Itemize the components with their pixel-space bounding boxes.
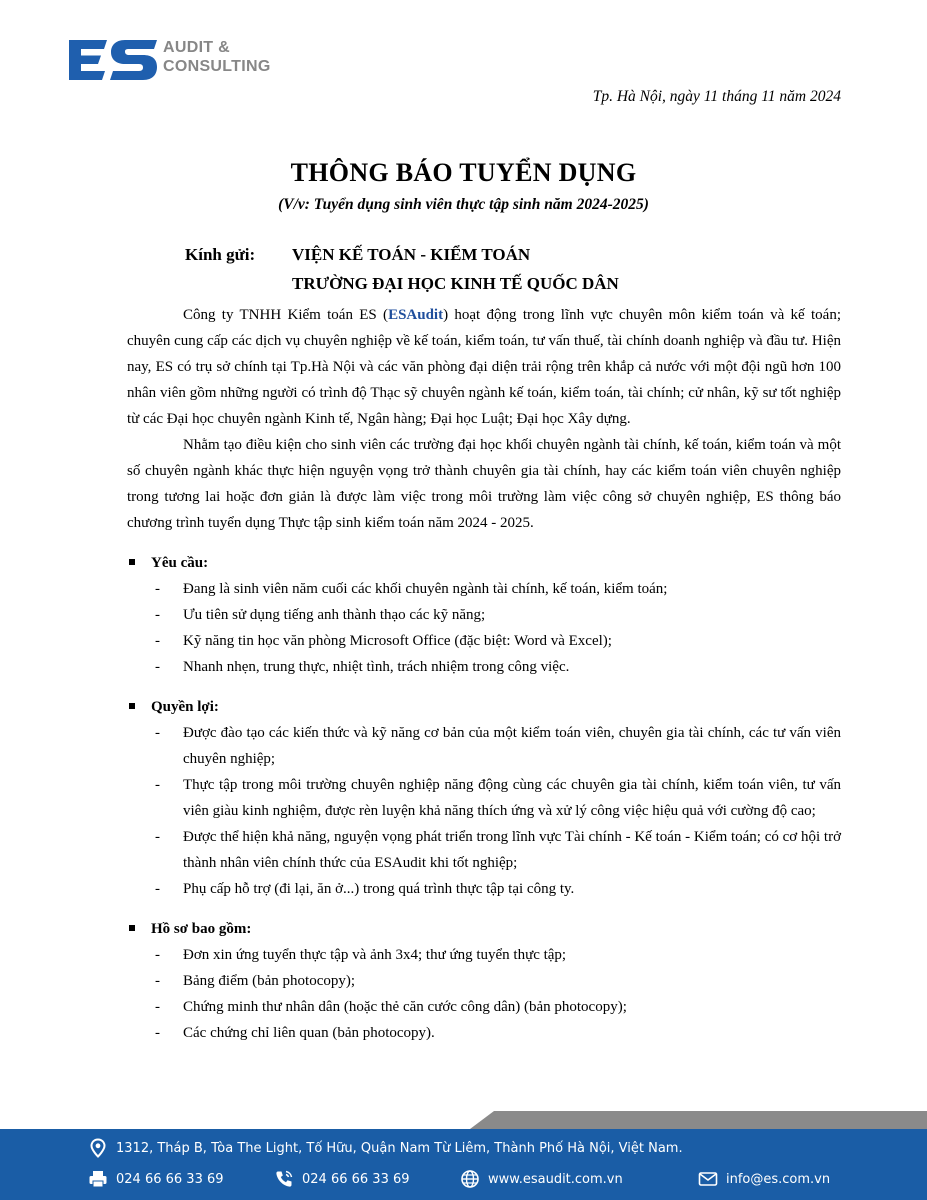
globe-icon bbox=[460, 1169, 480, 1189]
list-item-text: Thực tập trong môi trường chuyên nghiệp năng động cùng các chuyên gia tài chính, kiểm toán viên, tư vấn viên giàu kinh nghiệm, được rèn luyện khả năng thích ứng và xử lý công việc hiệu quả với cường độ cao; bbox=[183, 777, 841, 819]
list-item bbox=[127, 720, 841, 772]
document-date: Tp. Hà Nội, ngày 11 tháng 11 năm 2024 bbox=[592, 88, 841, 105]
list-item-text: Được thể hiện khả năng, nguyện vọng phát triển trong lĩnh vực Tài chính - Kế toán - Kiểm toán; có cơ hội trở thành nhân viên chính thức của ESAudit khi tốt nghiệp; bbox=[183, 829, 841, 871]
dash-icon: - bbox=[155, 829, 160, 845]
document-subtitle: (V/v: Tuyển dụng sinh viên thực tập sinh năm 2024-2025) bbox=[278, 196, 649, 213]
list-item bbox=[127, 1020, 841, 1046]
list-item bbox=[127, 968, 841, 994]
list-item bbox=[127, 942, 841, 968]
footer-address: 1312, Tháp B, Tòa The Light, Tố Hữu, Quận Nam Từ Liêm, Thành Phố Hà Nội, Việt Nam. bbox=[116, 1140, 683, 1156]
square-bullet-icon bbox=[129, 559, 135, 565]
page-footer bbox=[0, 1111, 927, 1200]
intro-paragraph-2: Nhằm tạo điều kiện cho sinh viên các trường đại học khối chuyên ngành tài chính, kế toán, kiểm toán và một số chuyên ngành khác thực hiện nguyện vọng trở thành chuyên gia tài chính, hay các kiểm toán viên chuyên nghiệp trong tương lai hoặc đơn giản là được làm việc trong môi trường làm việc công sở chuyên nghiệp, ES thông báo chương trình tuyển dụng Thực tập sinh kiểm toán năm 2024 - 2025. bbox=[127, 437, 841, 531]
dash-icon: - bbox=[155, 777, 160, 793]
square-bullet-icon bbox=[129, 925, 135, 931]
section-documents bbox=[127, 916, 841, 1046]
section-benefits bbox=[127, 694, 841, 902]
section-requirements bbox=[127, 550, 841, 680]
dash-icon: - bbox=[155, 581, 160, 597]
section-title bbox=[127, 694, 841, 720]
intro-paragraph-1 bbox=[127, 302, 841, 432]
list-item-text: Bảng điểm (bản photocopy); bbox=[183, 973, 356, 989]
section-title-text: Quyền lợi: bbox=[151, 699, 219, 715]
footer-phone: 024 66 66 33 69 bbox=[302, 1171, 410, 1187]
section-title-text: Yêu cầu: bbox=[151, 555, 209, 571]
fax-printer-icon bbox=[88, 1169, 108, 1189]
intro-text-end: ) hoạt động trong lĩnh vực chuyên môn kiểm toán và kế toán; chuyên cung cấp các dịch vụ chuyên nghiệp về kế toán, kiểm toán, tư vấn thuế, tài chính doanh nghiệp và đầu tư. Hiện nay, ES có trụ sở chính tại Tp.Hà Nội và các văn phòng đại diện trải rộng trên khắp cả nước với một đội ngũ hơn 100 nhân viên gồm những người có trình độ Thạc sỹ chuyên ngành kế toán, kiểm toán, tài chính; cử nhân, kỹ sư tốt nghiệp từ các Đại học chuyên ngành Kinh tế, Ngân hàng; Đại học Luật; Đại học Xây dựng. bbox=[127, 307, 841, 427]
dash-icon: - bbox=[155, 973, 160, 989]
logo-line-2: CONSULTING bbox=[163, 58, 271, 75]
phone-icon bbox=[274, 1169, 294, 1189]
location-pin-icon bbox=[88, 1138, 108, 1158]
list-item-text: Các chứng chỉ liên quan (bản photocopy). bbox=[183, 1025, 435, 1041]
list-item-text: Kỹ năng tin học văn phòng Microsoft Office (đặc biệt: Word và Excel); bbox=[183, 633, 612, 649]
list-item-text: Ưu tiên sử dụng tiếng anh thành thạo các kỹ năng; bbox=[183, 607, 486, 623]
intro-text-start: Công ty TNHH Kiểm toán ES ( bbox=[183, 307, 389, 323]
logo-line-1: AUDIT & bbox=[163, 39, 230, 56]
section-title-text: Hồ sơ bao gồm: bbox=[151, 921, 252, 937]
list-item-text: Chứng minh thư nhân dân (hoặc thẻ căn cước công dân) (bản photocopy); bbox=[183, 999, 627, 1015]
dash-icon: - bbox=[155, 725, 160, 741]
dash-icon: - bbox=[155, 659, 160, 675]
dash-icon: - bbox=[155, 947, 160, 963]
section-title bbox=[127, 916, 841, 942]
recipient-label: Kính gửi: bbox=[185, 245, 256, 264]
dash-icon: - bbox=[155, 633, 160, 649]
brand-name: ESAudit bbox=[388, 307, 444, 323]
footer-fax: 024 66 66 33 69 bbox=[116, 1171, 224, 1187]
document-body bbox=[127, 302, 841, 1046]
list-item-text: Đơn xin ứng tuyển thực tập và ảnh 3x4; thư ứng tuyển thực tập; bbox=[183, 947, 567, 963]
es-logo-mark bbox=[67, 38, 159, 82]
list-item bbox=[127, 772, 841, 824]
company-logo bbox=[67, 38, 297, 88]
list-item bbox=[127, 576, 841, 602]
list-item-text: Đang là sinh viên năm cuối các khối chuyên ngành tài chính, kế toán, kiểm toán; bbox=[183, 581, 668, 597]
footer-email[interactable]: info@es.com.vn bbox=[726, 1171, 831, 1187]
list-item-text: Nhanh nhẹn, trung thực, nhiệt tình, trách nhiệm trong công việc. bbox=[183, 659, 570, 675]
email-envelope-icon bbox=[698, 1169, 718, 1189]
list-item-text: Được đào tạo các kiến thức và kỹ năng cơ bản của một kiểm toán viên, chuyên gia tài chính, các tư vấn viên chuyên nghiệp; bbox=[183, 725, 841, 767]
dash-icon: - bbox=[155, 999, 160, 1015]
section-title bbox=[127, 550, 841, 576]
list-item-text: Phụ cấp hỗ trợ (đi lại, ăn ở...) trong quá trình thực tập tại công ty. bbox=[183, 881, 575, 897]
list-item bbox=[127, 654, 841, 680]
dash-icon: - bbox=[155, 881, 160, 897]
list-item bbox=[127, 602, 841, 628]
list-item bbox=[127, 876, 841, 902]
recipient-line-2: TRƯỜNG ĐẠI HỌC KINH TẾ QUỐC DÂN bbox=[292, 274, 619, 293]
dash-icon: - bbox=[155, 607, 160, 623]
list-item bbox=[127, 994, 841, 1020]
square-bullet-icon bbox=[129, 703, 135, 709]
recipient-line-1: VIỆN KẾ TOÁN - KIỂM TOÁN bbox=[292, 245, 531, 264]
footer-website[interactable]: www.esaudit.com.vn bbox=[488, 1171, 623, 1187]
document-title: THÔNG BÁO TUYỂN DỤNG bbox=[290, 158, 637, 187]
dash-icon: - bbox=[155, 1025, 160, 1041]
list-item bbox=[127, 628, 841, 654]
list-item bbox=[127, 824, 841, 876]
